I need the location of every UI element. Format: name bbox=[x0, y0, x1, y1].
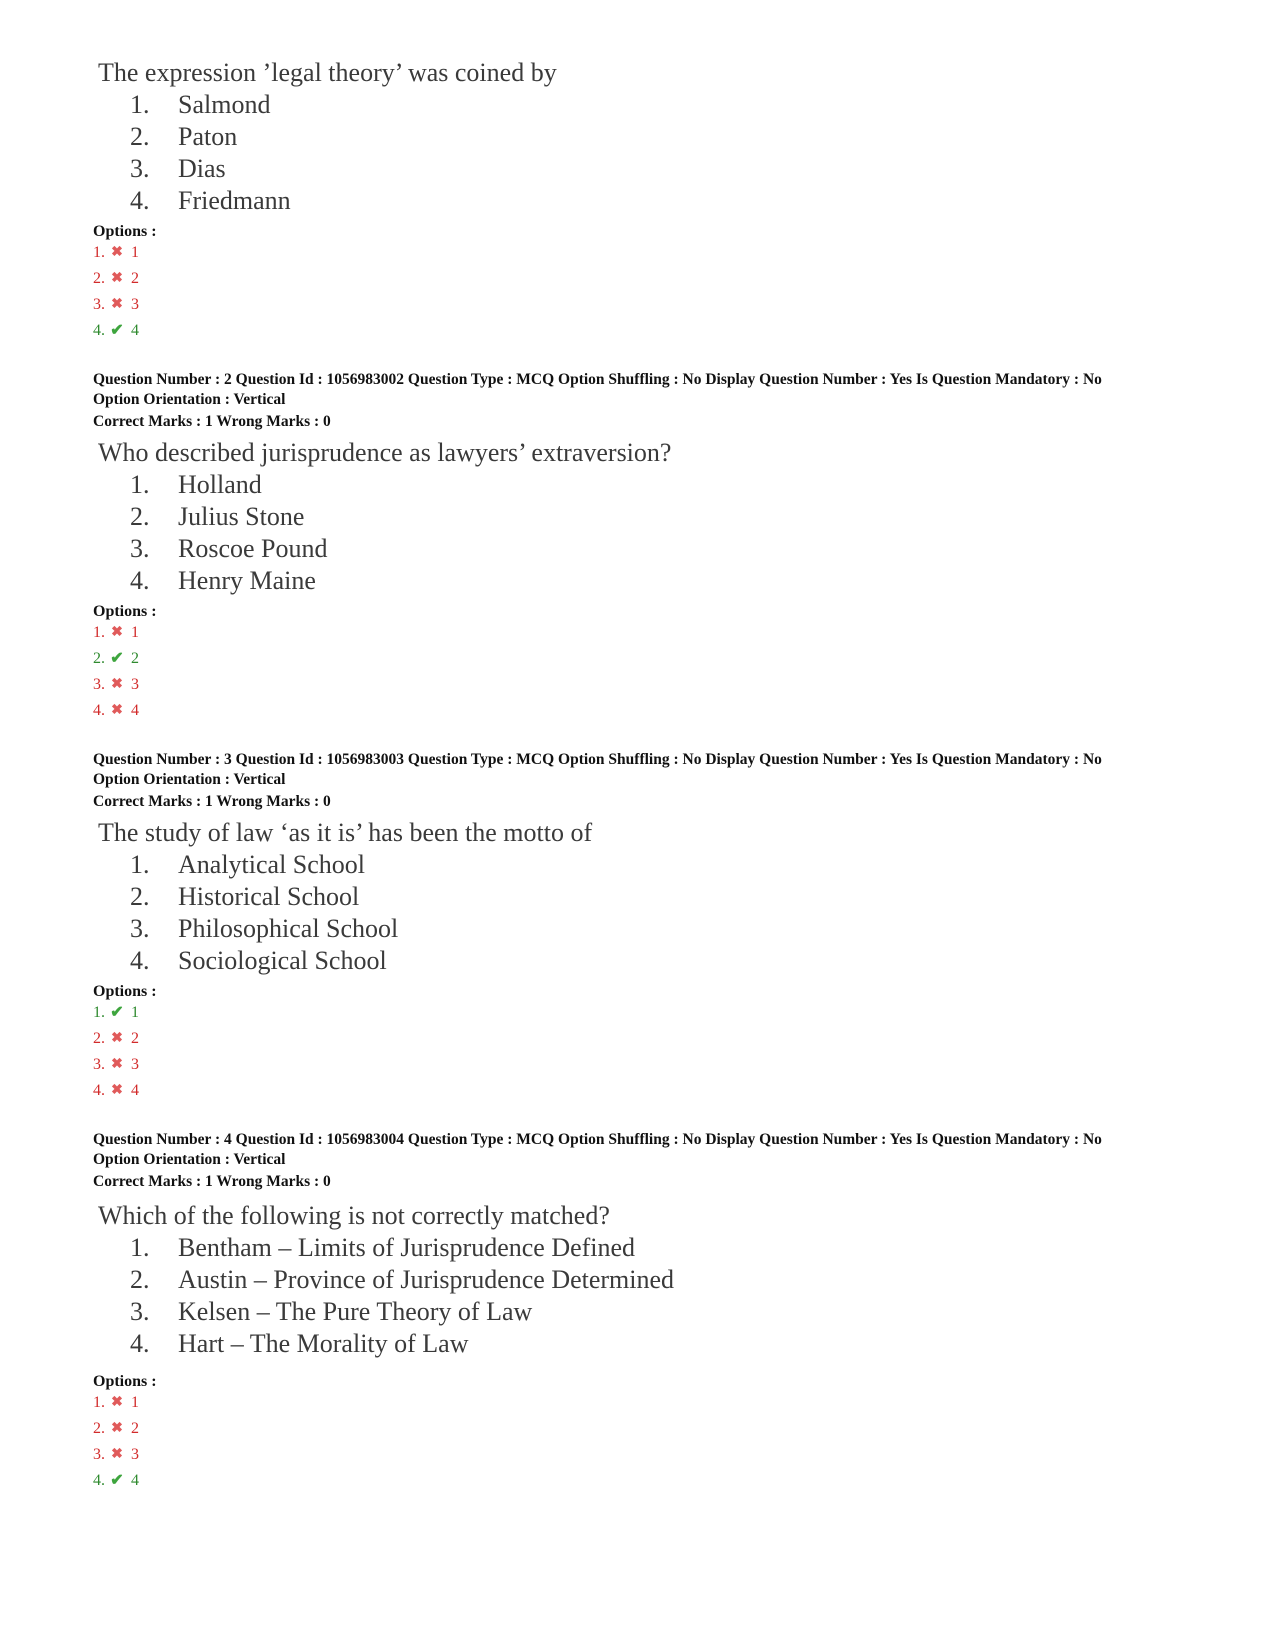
question-text: The study of law ‘as it is’ has been the motto of bbox=[98, 818, 593, 847]
choice-number: 3. bbox=[130, 914, 150, 943]
choice-item bbox=[130, 469, 671, 501]
cross-icon: ✖ bbox=[111, 703, 123, 718]
question-choices bbox=[130, 89, 557, 217]
cross-icon: ✖ bbox=[111, 677, 123, 692]
question-choices bbox=[130, 1232, 674, 1360]
answer-option bbox=[93, 646, 139, 672]
cross-icon: ✖ bbox=[111, 245, 123, 260]
choice-item bbox=[130, 881, 592, 913]
answer-option-number: 4. bbox=[93, 322, 105, 339]
choice-number: 2. bbox=[130, 502, 150, 531]
choice-label: Henry Maine bbox=[178, 566, 316, 595]
cross-icon: ✖ bbox=[111, 1447, 123, 1462]
cross-icon: ✖ bbox=[111, 1395, 123, 1410]
choice-item bbox=[130, 153, 557, 185]
answer-option bbox=[93, 1078, 139, 1104]
question-meta: Question Number : 4 Question Id : 1056983004 Question Type : MCQ Option Shuffling : No Display Question Number : Yes Is Question Mandatory : No Option Orientation : Vertical bbox=[93, 1131, 1102, 1168]
answer-option-value: 1 bbox=[131, 624, 139, 641]
check-icon: ✔ bbox=[110, 322, 124, 339]
choice-number: 3. bbox=[130, 154, 150, 183]
choice-item bbox=[130, 565, 671, 597]
answer-option-value: 1 bbox=[131, 1394, 139, 1411]
choice-label: Dias bbox=[178, 154, 226, 183]
answer-option bbox=[93, 266, 139, 292]
choice-label: Friedmann bbox=[178, 186, 291, 215]
choice-item bbox=[130, 1232, 674, 1264]
choice-label: Paton bbox=[178, 122, 238, 151]
choice-number: 2. bbox=[130, 122, 150, 151]
choice-number: 4. bbox=[130, 1329, 150, 1358]
choice-number: 2. bbox=[130, 1265, 150, 1294]
cross-icon: ✖ bbox=[111, 1421, 123, 1436]
options-heading: Options : bbox=[93, 603, 157, 620]
cross-icon: ✖ bbox=[111, 271, 123, 286]
answer-option-value: 2 bbox=[131, 1030, 139, 1047]
options-list bbox=[93, 1390, 139, 1494]
answer-option-number: 3. bbox=[93, 1056, 105, 1073]
answer-option bbox=[93, 1052, 139, 1078]
answer-option-value: 1 bbox=[131, 244, 139, 261]
cross-icon: ✖ bbox=[111, 297, 123, 312]
choice-label: Holland bbox=[178, 470, 262, 499]
answer-option bbox=[93, 318, 139, 344]
answer-option-number: 1. bbox=[93, 624, 105, 641]
choice-item bbox=[130, 913, 592, 945]
answer-option-number: 3. bbox=[93, 296, 105, 313]
choice-label: Hart – The Morality of Law bbox=[178, 1329, 469, 1358]
cross-icon: ✖ bbox=[111, 1057, 123, 1072]
answer-option-value: 3 bbox=[131, 1056, 139, 1073]
answer-option-value: 4 bbox=[131, 322, 139, 339]
choice-number: 4. bbox=[130, 186, 150, 215]
choice-item bbox=[130, 849, 592, 881]
question-marks: Correct Marks : 1 Wrong Marks : 0 bbox=[93, 1173, 331, 1190]
answer-option-value: 3 bbox=[131, 1446, 139, 1463]
check-icon: ✔ bbox=[110, 1004, 124, 1021]
answer-option-number: 4. bbox=[93, 1082, 105, 1099]
question-meta: Question Number : 3 Question Id : 1056983003 Question Type : MCQ Option Shuffling : No Display Question Number : Yes Is Question Mandatory : No Option Orientation : Vertical bbox=[93, 751, 1102, 788]
options-list bbox=[93, 1000, 139, 1104]
choice-number: 4. bbox=[130, 566, 150, 595]
choice-item bbox=[130, 1296, 674, 1328]
check-icon: ✔ bbox=[110, 1472, 124, 1489]
choice-label: Kelsen – The Pure Theory of Law bbox=[178, 1297, 533, 1326]
choice-item bbox=[130, 533, 671, 565]
options-list bbox=[93, 620, 139, 724]
answer-option-value: 4 bbox=[131, 1472, 139, 1489]
choice-item bbox=[130, 1328, 674, 1360]
question-image bbox=[98, 818, 592, 977]
answer-option bbox=[93, 698, 139, 724]
choice-number: 3. bbox=[130, 1297, 150, 1326]
answer-option-value: 3 bbox=[131, 676, 139, 693]
choice-number: 1. bbox=[130, 850, 150, 879]
options-list bbox=[93, 240, 139, 344]
choice-number: 1. bbox=[130, 470, 150, 499]
question-image bbox=[98, 58, 557, 217]
choice-label: Sociological School bbox=[178, 946, 387, 975]
question-text: Who described jurisprudence as lawyers’ extraversion? bbox=[98, 438, 672, 467]
answer-option-number: 1. bbox=[93, 1394, 105, 1411]
choice-label: Austin – Province of Jurisprudence Determined bbox=[178, 1265, 675, 1294]
choice-item bbox=[130, 945, 592, 977]
choice-number: 1. bbox=[130, 90, 150, 119]
question-marks: Correct Marks : 1 Wrong Marks : 0 bbox=[93, 793, 331, 810]
cross-icon: ✖ bbox=[111, 625, 123, 640]
choice-label: Bentham – Limits of Jurisprudence Defined bbox=[178, 1233, 636, 1262]
check-icon: ✔ bbox=[110, 650, 124, 667]
question-marks: Correct Marks : 1 Wrong Marks : 0 bbox=[93, 413, 331, 430]
answer-option-value: 4 bbox=[131, 1082, 139, 1099]
question-image bbox=[98, 1201, 674, 1360]
question-text: The expression ’legal theory’ was coined by bbox=[98, 58, 557, 87]
choice-number: 1. bbox=[130, 1233, 150, 1262]
answer-option-number: 2. bbox=[93, 1420, 105, 1437]
choice-item bbox=[130, 501, 671, 533]
choice-number: 2. bbox=[130, 882, 150, 911]
answer-option-number: 2. bbox=[93, 650, 105, 667]
choice-item bbox=[130, 121, 557, 153]
answer-option bbox=[93, 1416, 139, 1442]
answer-option-number: 1. bbox=[93, 1004, 105, 1021]
answer-option-value: 2 bbox=[131, 1420, 139, 1437]
choice-item bbox=[130, 1264, 674, 1296]
choice-label: Historical School bbox=[178, 882, 360, 911]
choice-label: Julius Stone bbox=[178, 502, 305, 531]
answer-option-number: 3. bbox=[93, 676, 105, 693]
question-image bbox=[98, 438, 671, 597]
choice-label: Philosophical School bbox=[178, 914, 399, 943]
answer-option-number: 1. bbox=[93, 244, 105, 261]
answer-option-value: 2 bbox=[131, 270, 139, 287]
answer-option-number: 2. bbox=[93, 270, 105, 287]
answer-option-value: 1 bbox=[131, 1004, 139, 1021]
answer-option bbox=[93, 240, 139, 266]
question-text: Which of the following is not correctly matched? bbox=[98, 1201, 610, 1230]
answer-option-value: 2 bbox=[131, 650, 139, 667]
answer-option-value: 3 bbox=[131, 296, 139, 313]
choice-item bbox=[130, 185, 557, 217]
question-choices bbox=[130, 849, 592, 977]
answer-option bbox=[93, 620, 139, 646]
choice-label: Roscoe Pound bbox=[178, 534, 328, 563]
answer-option-number: 4. bbox=[93, 1472, 105, 1489]
choice-number: 4. bbox=[130, 946, 150, 975]
answer-option-number: 4. bbox=[93, 702, 105, 719]
choice-item bbox=[130, 89, 557, 121]
answer-option bbox=[93, 1000, 139, 1026]
choice-label: Salmond bbox=[178, 90, 271, 119]
answer-option-value: 4 bbox=[131, 702, 139, 719]
answer-option bbox=[93, 1468, 139, 1494]
cross-icon: ✖ bbox=[111, 1031, 123, 1046]
answer-option-number: 3. bbox=[93, 1446, 105, 1463]
answer-option bbox=[93, 1442, 139, 1468]
cross-icon: ✖ bbox=[111, 1083, 123, 1098]
question-choices bbox=[130, 469, 671, 597]
answer-option bbox=[93, 1390, 139, 1416]
options-heading: Options : bbox=[93, 223, 157, 240]
answer-option bbox=[93, 1026, 139, 1052]
choice-number: 3. bbox=[130, 534, 150, 563]
answer-option-number: 2. bbox=[93, 1030, 105, 1047]
answer-option bbox=[93, 292, 139, 318]
options-heading: Options : bbox=[93, 1373, 157, 1390]
options-heading: Options : bbox=[93, 983, 157, 1000]
question-meta: Question Number : 2 Question Id : 1056983002 Question Type : MCQ Option Shuffling : No Display Question Number : Yes Is Question Mandatory : No Option Orientation : Vertical bbox=[93, 371, 1102, 408]
choice-label: Analytical School bbox=[178, 850, 366, 879]
answer-option bbox=[93, 672, 139, 698]
